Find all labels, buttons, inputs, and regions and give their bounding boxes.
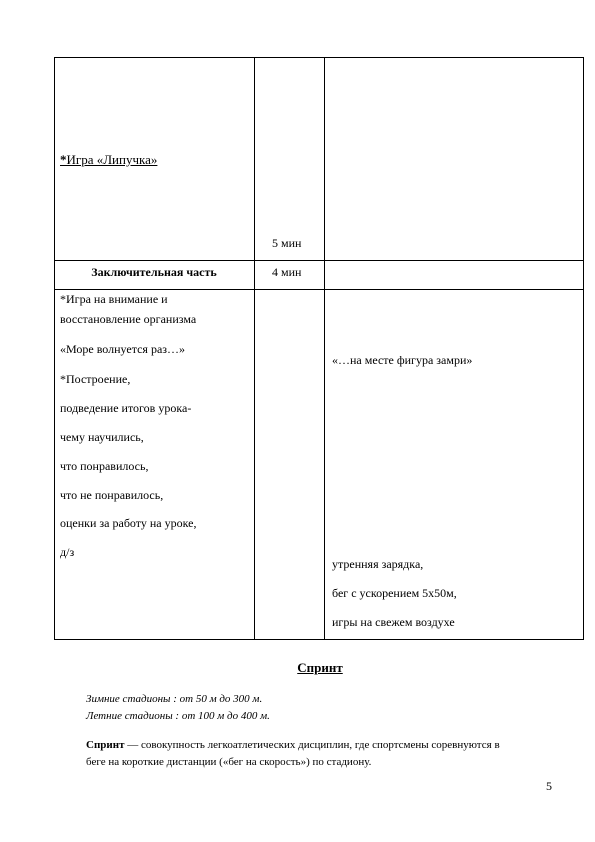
table-col-divider-2 bbox=[324, 57, 325, 640]
table-right-border bbox=[583, 57, 584, 640]
col1-line: «Море волнуется раз…» bbox=[60, 342, 186, 356]
col1-line: д/з bbox=[60, 545, 75, 559]
definition-line-1 bbox=[86, 738, 500, 752]
page-number: 5 bbox=[546, 779, 552, 793]
homework-line: утренняя зарядка, bbox=[332, 557, 424, 571]
col1-line: что понравилось, bbox=[60, 459, 149, 473]
definition-rest: — совокупность легкоатлетических дисциплин, где спортсмены соревнуются в bbox=[124, 739, 500, 751]
freeze-game-text: «…на месте фигура замри» bbox=[332, 353, 473, 367]
col1-line: восстановление организма bbox=[60, 312, 197, 326]
col1-line: *Игра на внимание и bbox=[60, 292, 168, 306]
row1-time: 5 мин bbox=[272, 236, 302, 250]
col1-line: что не понравилось, bbox=[60, 488, 164, 502]
game-marker: * bbox=[60, 152, 67, 167]
col1-line: *Построение, bbox=[60, 372, 131, 386]
final-part-heading: Заключительная часть bbox=[91, 265, 217, 279]
col1-line: оценки за работу на уроке, bbox=[60, 516, 197, 530]
table-row2-bottom-border bbox=[54, 289, 584, 290]
row2-time: 4 мин bbox=[272, 265, 302, 279]
definition-line-2: беге на короткие дистанции («бег на скорость») по стадиону. bbox=[86, 756, 372, 768]
table-bottom-border bbox=[54, 639, 584, 640]
col1-line: подведение итогов урока- bbox=[60, 401, 192, 415]
homework-line: бег с ускорением 5х50м, bbox=[332, 586, 457, 600]
definition-term: Спринт bbox=[86, 739, 125, 751]
note-line: Летние стадионы : от 100 м до 400 м. bbox=[86, 710, 270, 722]
table-row1-bottom-border bbox=[54, 260, 584, 261]
col1-line: чему научились, bbox=[60, 430, 144, 444]
game-name: Игра «Липучка» bbox=[66, 152, 158, 167]
table-col-divider-1 bbox=[254, 57, 255, 640]
table-top-border bbox=[54, 57, 584, 58]
section-title: Спринт bbox=[297, 660, 343, 675]
table-left-border bbox=[54, 57, 55, 640]
homework-line: игры на свежем воздухе bbox=[332, 615, 455, 629]
note-line: Зимние стадионы : от 50 м до 300 м. bbox=[86, 693, 263, 705]
game-velcro-label bbox=[60, 152, 157, 168]
